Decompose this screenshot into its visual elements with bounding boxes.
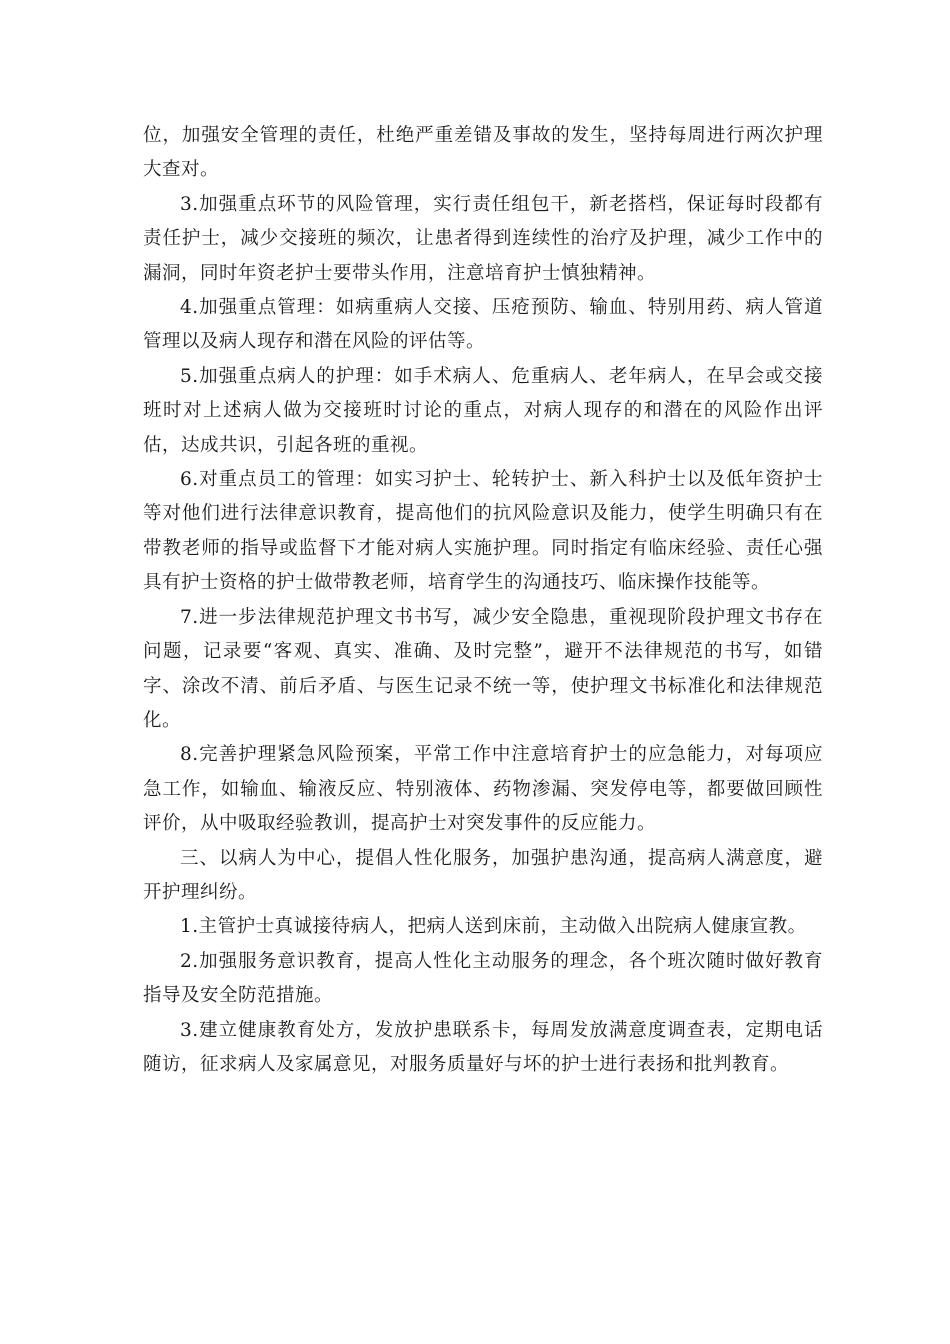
paragraph-item-3: 3.加强重点环节的风险管理，实行责任组包干，新老搭档，保证每时段都有责任护士，减少交接班的频次，让患者得到连续性的治疗及护理，减少工作中的漏洞，同时年资老护士要带头作用，注意培育护士慎独精神。 [143, 193, 823, 284]
document-body [143, 119, 823, 1082]
section-heading-three: 三、以病人为中心，提倡人性化服务，加强护患沟通，提高病人满意度，避开护理纠纷。 [143, 847, 823, 903]
paragraph-item-6: 6.对重点员工的管理：如实习护士、轮转护士、新入科护士以及低年资护士等对他们进行法律意识教育，提高他们的抗风险意识及能力，使学生明确只有在带教老师的指导或监督下才能对病人实施护理。同时指定有临床经验、责任心强具有护士资格的护士做带教老师，培育学生的沟通技巧、临床操作技能等。 [143, 469, 823, 594]
paragraph-continuation: 位，加强安全管理的责任，杜绝严重差错及事故的发生，坚持每周进行两次护理大查对。 [143, 125, 823, 181]
paragraph-section3-item-1: 1.主管护士真诚接待病人，把病人送到床前，主动做入出院病人健康宣教。 [180, 916, 807, 938]
paragraph-section3-item-3: 3.建立健康教育处方，发放护患联系卡，每周发放满意度调查表，定期电话随访，征求病人及家属意见，对服务质量好与坏的护士进行表扬和批判教育。 [143, 1019, 823, 1075]
paragraph-item-8: 8.完善护理紧急风险预案，平常工作中注意培育护士的应急能力，对每项应急工作，如输血、输液反应、特别液体、药物渗漏、突发停电等，都要做回顾性评价，从中吸取经验教训，提高护士对突发事件的反应能力。 [143, 744, 823, 835]
paragraph-item-7: 7.进一步法律规范护理文书书写，减少安全隐患，重视现阶段护理文书存在问题，记录要“客观、真实、准确、及时完整”，避开不法律规范的书写，如错字、涂改不清、前后矛盾、与医生记录不统一等，使护理文书标准化和法律规范化。 [143, 606, 823, 731]
paragraph-item-5: 5.加强重点病人的护理：如手术病人、危重病人、老年病人，在早会或交接班时对上述病人做为交接班时讨论的重点，对病人现存的和潜在的风险作出评估，达成共识，引起各班的重视。 [143, 365, 823, 456]
paragraph-section3-item-2: 2.加强服务意识教育，提高人性化主动服务的理念，各个班次随时做好教育指导及安全防范措施。 [143, 950, 823, 1007]
paragraph-item-4: 4.加强重点管理：如病重病人交接、压疮预防、输血、特别用药、病人管道管理以及病人现存和潜在风险的评估等。 [143, 297, 823, 353]
